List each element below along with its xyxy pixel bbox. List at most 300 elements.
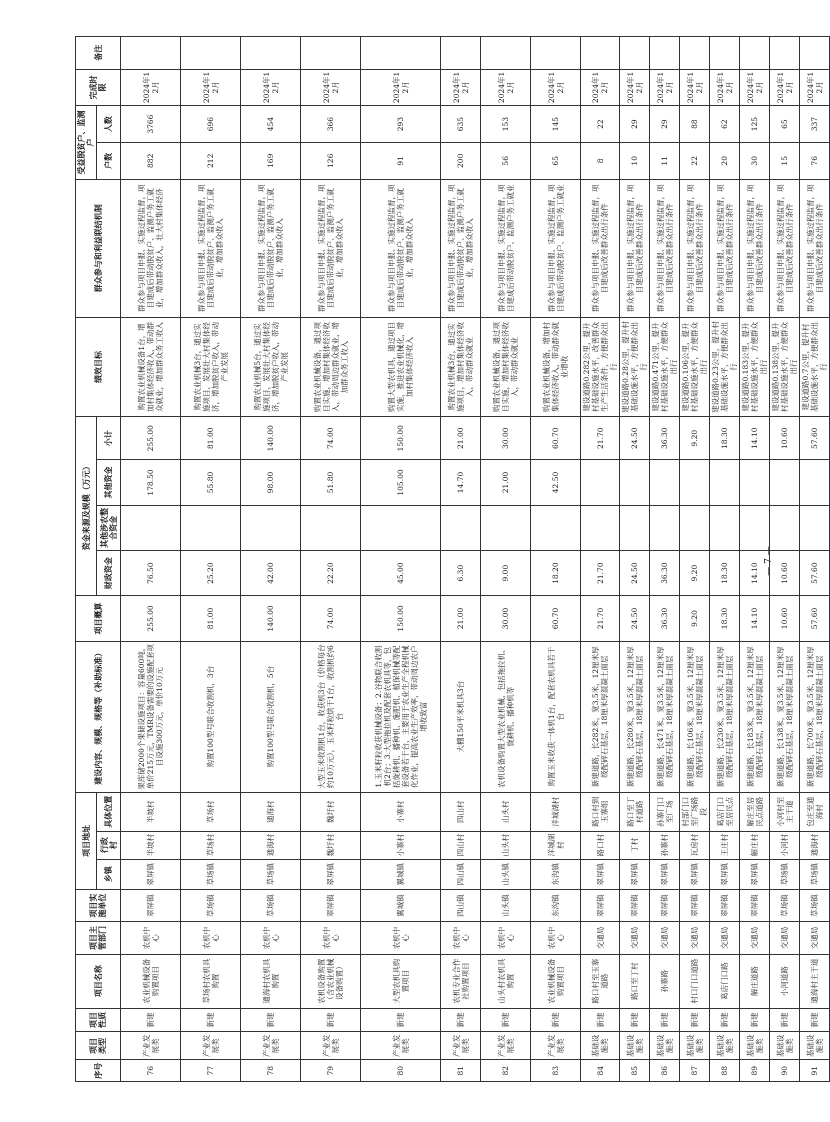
cell-goal: 建设道路0.28公里，提升村基础设施水平，方便群众出行: [620, 317, 650, 416]
cell-place: 葛店门口至居民点: [710, 792, 740, 831]
header-beneficiary: 受益脱贫户、监测户: [76, 106, 97, 179]
cell-village: 草场村: [181, 831, 241, 859]
cell-integrated: [441, 505, 481, 550]
cell-mechanism: 群众参与项目申报、实施过程监督，项目建成后改善群众出行条件: [650, 179, 680, 317]
cell-town: 翠屏镇: [680, 859, 710, 889]
cell-unit: 翠屏镇: [301, 889, 361, 921]
cell-fiscal: 9.00: [481, 550, 531, 595]
cell-fiscal: 45.00: [361, 550, 441, 595]
cell-nature: 新建: [481, 1008, 531, 1032]
cell-other: [650, 460, 680, 505]
cell-nature: 新建: [680, 1008, 710, 1032]
cell-nature: 新建: [301, 1008, 361, 1032]
cell-other: [800, 460, 830, 505]
cell-other: 98.00: [241, 460, 301, 505]
cell-goal: 建设道路0.471公里，提升村基础设施水平，方便群众出行: [650, 317, 680, 416]
cell-other: 55.80: [181, 460, 241, 505]
cell-place: 魏圩村: [301, 792, 361, 831]
cell-nature: 新建: [581, 1008, 620, 1032]
cell-mechanism: 群众参与项目申报、实施过程监督，项目建成后改善群众出行条件: [581, 179, 620, 317]
cell-integrated: [581, 505, 620, 550]
cell-mechanism: 群众参与项目申报、实施过程监督，项目建成后带动脱贫户、监测户务工就业，增加群众收入: [361, 179, 441, 317]
cell-name: 通海村主干道: [800, 954, 830, 1008]
cell-integrated: [800, 505, 830, 550]
cell-fiscal: 14.10: [740, 550, 770, 595]
cell-goal: 建设道路0.23公里，提升村基础设施水平，方便群众出行: [710, 317, 740, 416]
cell-place: 山头村: [481, 792, 531, 831]
cell-subtotal: 150.00: [361, 417, 441, 460]
cell-name: 农业机械设备购置项目: [531, 954, 581, 1008]
cell-place: 包庄至通海村: [800, 792, 830, 831]
cell-remark: [800, 37, 830, 70]
cell-name: 农业机械设备购置项目: [121, 954, 181, 1008]
cell-nature: 新建: [710, 1008, 740, 1032]
cell-fiscal: 6.30: [441, 550, 481, 595]
cell-households: 169: [241, 142, 301, 179]
header-seq: 序号: [76, 1060, 121, 1082]
cell-content: 购置玉米收获一体机1台，配套农机具若干台: [531, 641, 581, 792]
cell-dept: 农机中心: [241, 922, 301, 954]
cell-goal: 购置农业机械设备，通过项目实施，增加村集体经济收入，带动周边群众就业，增加群众务工收入: [301, 317, 361, 416]
cell-remark: [181, 37, 241, 70]
cell-remark: [770, 37, 800, 70]
cell-name: 路口至丁村: [620, 954, 650, 1008]
cell-category: 基础设施类: [620, 1032, 650, 1060]
cell-place: 路口村到玉寨组: [581, 792, 620, 831]
cell-nature: 新建: [740, 1008, 770, 1032]
cell-village: 通海村: [241, 831, 301, 859]
header-content: 建设内容、规模、规格等（补助标准）: [76, 641, 121, 792]
cell-village: 魏圩村: [301, 831, 361, 859]
cell-unit: 翠屏镇: [581, 889, 620, 921]
cell-mechanism: 群众参与项目申报、实施过程监督，项目建成后改善群众出行条件: [800, 179, 830, 317]
cell-village: 四山村: [441, 831, 481, 859]
cell-unit: 翠屏镇: [710, 889, 740, 921]
cell-nature: 新建: [181, 1008, 241, 1032]
cell-mechanism: 群众参与项目申报、实施过程监督，项目建成后带动脱贫户、监测户务工就业，增加群众收入: [301, 179, 361, 317]
cell-integrated: [770, 505, 800, 550]
cell-content: 新建道路，长230米，宽3.5米，12厘米厚级配碎石基层，18厘米厚混凝土面层: [710, 641, 740, 792]
cell-integrated: [241, 505, 301, 550]
cell-integrated: [181, 505, 241, 550]
cell-fiscal: 76.50: [121, 550, 181, 595]
cell-place: 洋城湖村: [531, 792, 581, 831]
header-category: 项目类型: [76, 1032, 121, 1060]
cell-village: 半坡村: [121, 831, 181, 859]
cell-category: 产业发展类: [121, 1032, 181, 1060]
cell-remark: [710, 37, 740, 70]
cell-unit: 翠屏镇: [740, 889, 770, 921]
cell-content: 1.玉米籽粒收获机械设备；2.谷物联合收割机2台；3.大型拖拉机及配套农机具等，包括旋耕机、播种机、施肥机、植保机械等配套设备若干台，主要用于农业生产全程机械化作业，提高农业生产效率，带动周边农户增收致富: [361, 641, 441, 792]
cell-place: 小河村至主干道: [770, 792, 800, 831]
cell-other: [770, 460, 800, 505]
cell-name: 农机专业合作社购置项目: [441, 954, 481, 1008]
cell-budget: 74.00: [301, 596, 361, 641]
cell-households: 126: [301, 142, 361, 179]
cell-remark: [531, 37, 581, 70]
cell-nature: 新建: [531, 1008, 581, 1032]
cell-integrated: [680, 505, 710, 550]
cell-place: 解庄至居民点道路: [740, 792, 770, 831]
cell-dept: 农机中心: [301, 922, 361, 954]
cell-village: 孙寨村: [650, 831, 680, 859]
cell-nature: 新建: [241, 1008, 301, 1032]
cell-place: 四山村: [441, 792, 481, 831]
cell-nature: 新建: [121, 1008, 181, 1032]
header-deadline: 完成时限: [76, 69, 121, 106]
table-row: [481, 37, 531, 1082]
cell-mechanism: 群众参与项目申报、实施过程监督，项目建成后改善群众出行条件: [710, 179, 740, 317]
table-row: [241, 37, 301, 1082]
cell-budget: 21.70: [581, 596, 620, 641]
cell-budget: 57.60: [800, 596, 830, 641]
cell-category: 基础设施类: [770, 1032, 800, 1060]
cell-dept: 农机中心: [361, 922, 441, 954]
cell-dept: 农机中心: [181, 922, 241, 954]
cell-name: 草场村农机具购置: [181, 954, 241, 1008]
cell-deadline: 2024年12月: [441, 69, 481, 106]
cell-deadline: 2024年12月: [581, 69, 620, 106]
cell-integrated: [121, 505, 181, 550]
cell-category: 基础设施类: [680, 1032, 710, 1060]
cell-seq: 85: [620, 1060, 650, 1082]
cell-fiscal: 36.30: [650, 550, 680, 595]
cell-unit: 草场镇: [241, 889, 301, 921]
cell-place: 孙寨门口至广场: [650, 792, 680, 831]
cell-fiscal: 18.20: [531, 550, 581, 595]
cell-people: 125: [740, 106, 770, 143]
cell-town: 翠屏镇: [121, 859, 181, 889]
cell-remark: [481, 37, 531, 70]
cell-other: 42.50: [531, 460, 581, 505]
table-row: [650, 37, 680, 1082]
cell-dept: 农机中心: [121, 922, 181, 954]
cell-households: 8: [581, 142, 620, 179]
cell-mechanism: 群众参与项目申报、实施过程监督，项目建成后改善群众出行条件: [620, 179, 650, 317]
cell-content: 新建道路，长138米，宽3.5米，12厘米厚级配碎石基层，18厘米厚混凝土面层: [770, 641, 800, 792]
cell-seq: 80: [361, 1060, 441, 1082]
cell-other: 14.70: [441, 460, 481, 505]
cell-fiscal: 9.20: [680, 550, 710, 595]
cell-dept: 交通局: [770, 922, 800, 954]
cell-mechanism: 群众参与项目申报、实施过程监督，项目建成后改善群众出行条件: [740, 179, 770, 317]
header-households: 户数: [97, 142, 121, 179]
cell-content: 大型玉米收割机1台，收获机3台（价格每台约10万元），玉米籽粒烘干1台，收割机约6台: [301, 641, 361, 792]
cell-unit: 翼城镇: [361, 889, 441, 921]
cell-goal: 购置农业机械设备，通过项目实施，增加村集体经济收入，带动群众就业: [481, 317, 531, 416]
cell-name: 农机设备购置（含农业机械设备购置）: [301, 954, 361, 1008]
cell-goal: 购置大型农机具，通过项目实施，推进农业机械化，增加村集体经济收入: [361, 317, 441, 416]
header-location: 项目地址: [76, 792, 97, 889]
cell-unit: 东沟镇: [531, 889, 581, 921]
cell-name: 小河道路: [770, 954, 800, 1008]
cell-unit: 草场镇: [181, 889, 241, 921]
cell-other: [581, 460, 620, 505]
cell-households: 20: [710, 142, 740, 179]
table-row: [181, 37, 241, 1082]
cell-dept: 交通局: [650, 922, 680, 954]
header-budget: 项目概算: [76, 596, 121, 641]
cell-households: 22: [680, 142, 710, 179]
cell-town: 草场镇: [181, 859, 241, 889]
cell-nature: 新建: [361, 1008, 441, 1032]
cell-content: 农机设备购置大型农业机械，包括拖拉机、旋耕机、播种机等: [481, 641, 531, 792]
cell-budget: 30.00: [481, 596, 531, 641]
cell-content: 新建道路，长700米，宽3.5米，12厘米厚级配碎石基层，18厘米厚混凝土面层: [800, 641, 830, 792]
cell-category: 产业发展类: [181, 1032, 241, 1060]
cell-name: 村口门口道路: [680, 954, 710, 1008]
cell-deadline: 2024年12月: [710, 69, 740, 106]
table-row: [620, 37, 650, 1082]
cell-place: 村部门口至广场路段: [680, 792, 710, 831]
cell-remark: [301, 37, 361, 70]
cell-village: 瓦房村: [680, 831, 710, 859]
cell-content: 新建道路，长280米，宽3.5米，12厘米厚级配碎石基层，18厘米厚混凝土面层: [620, 641, 650, 792]
cell-subtotal: 36.30: [650, 417, 680, 460]
cell-households: 56: [481, 142, 531, 179]
cell-deadline: 2024年12月: [301, 69, 361, 106]
cell-seq: 89: [740, 1060, 770, 1082]
table-row: [531, 37, 581, 1082]
cell-subtotal: 57.60: [800, 417, 830, 460]
cell-place: 草场村: [181, 792, 241, 831]
table-row: [441, 37, 481, 1082]
header-place: 具体位置: [97, 792, 121, 831]
cell-nature: 新建: [620, 1008, 650, 1032]
cell-fiscal: 21.70: [581, 550, 620, 595]
cell-households: 10: [620, 142, 650, 179]
header-dept: 项目主管部门: [76, 922, 121, 954]
cell-category: 产业发展类: [241, 1032, 301, 1060]
header-unit: 项目实施单位: [76, 889, 121, 921]
cell-seq: 83: [531, 1060, 581, 1082]
cell-category: 产业发展类: [361, 1032, 441, 1060]
cell-people: 65: [770, 106, 800, 143]
cell-place: 路口至丁村道路: [620, 792, 650, 831]
cell-goal: 建设道路0.183公里，提升村基础设施水平，方便群众出行: [740, 317, 770, 416]
cell-category: 产业发展类: [441, 1032, 481, 1060]
project-table: [75, 36, 830, 1082]
cell-town: 草场镇: [241, 859, 301, 889]
cell-dept: 交通局: [800, 922, 830, 954]
cell-content: 大棚150平米机具3台: [441, 641, 481, 792]
cell-town: 翠屏镇: [301, 859, 361, 889]
cell-category: 基础设施类: [581, 1032, 620, 1060]
cell-dept: 交通局: [680, 922, 710, 954]
cell-subtotal: 9.20: [680, 417, 710, 460]
table-row: [121, 37, 181, 1082]
cell-budget: 21.00: [441, 596, 481, 641]
cell-content: 新建道路，长183米，宽3.5米，12厘米厚级配碎石基层，18厘米厚混凝土面层: [740, 641, 770, 792]
header-goal: 绩效目标: [76, 317, 121, 416]
cell-budget: 24.50: [620, 596, 650, 641]
cell-integrated: [650, 505, 680, 550]
cell-village: 通海村: [800, 831, 830, 859]
cell-remark: [620, 37, 650, 70]
cell-content: 新建道路，长471米，宽3.5米，12厘米厚级配碎石基层，18厘米厚混凝土面层: [650, 641, 680, 792]
cell-households: 91: [361, 142, 441, 179]
table-row: [301, 37, 361, 1082]
cell-town: 翠屏镇: [740, 859, 770, 889]
cell-content: 购置100型号联合收割机，5台: [241, 641, 301, 792]
header-integrated: 其他涉农整合资金: [97, 505, 121, 550]
cell-village: 解庄村: [740, 831, 770, 859]
cell-mechanism: 群众参与项目申报、实施过程监督，项目建成后改善群众出行条件: [680, 179, 710, 317]
cell-goal: 建设道路0.138公里，提升村基础设施水平，方便群众出行: [770, 317, 800, 416]
cell-remark: [680, 37, 710, 70]
cell-other: 178.50: [121, 460, 181, 505]
cell-mechanism: 群众参与项目申报、实施过程监督，项目建成后带动脱贫户、监测户务工就业: [531, 179, 581, 317]
cell-people: 145: [531, 106, 581, 143]
cell-seq: 77: [181, 1060, 241, 1082]
cell-category: 基础设施类: [740, 1032, 770, 1060]
header-nature: 项目性质: [76, 1008, 121, 1032]
cell-category: 产业发展类: [481, 1032, 531, 1060]
cell-integrated: [710, 505, 740, 550]
cell-category: 基础设施类: [800, 1032, 830, 1060]
cell-deadline: 2024年12月: [241, 69, 301, 106]
cell-budget: 150.00: [361, 596, 441, 641]
cell-mechanism: 群众参与项目申报、实施过程监督，项目建成后带动脱贫户、监测户务工就业，增加群众收入，壮大村集体经济: [121, 179, 181, 317]
cell-remark: [361, 37, 441, 70]
cell-other: [680, 460, 710, 505]
cell-name: 山头村农机具购置: [481, 954, 531, 1008]
cell-town: 翠屏镇: [710, 859, 740, 889]
cell-goal: 购置农业机械3台，通过实施项目，发展壮大村集体经济，增加脱贫户收入，带动产业发展: [181, 317, 241, 416]
table-row: [770, 37, 800, 1082]
cell-subtotal: 74.00: [301, 417, 361, 460]
cell-budget: 10.60: [770, 596, 800, 641]
cell-mechanism: 群众参与项目申报、实施过程监督，项目建成后带动脱贫户、监测户务工就业，增加群众收入: [181, 179, 241, 317]
cell-other: 105.00: [361, 460, 441, 505]
cell-other: 51.80: [301, 460, 361, 505]
cell-town: 翠屏镇: [650, 859, 680, 889]
cell-unit: 翠屏镇: [121, 889, 181, 921]
cell-dept: 农机中心: [441, 922, 481, 954]
cell-subtotal: 255.00: [121, 417, 181, 460]
cell-category: 基础设施类: [650, 1032, 680, 1060]
cell-nature: 新建: [441, 1008, 481, 1032]
table-row: [581, 37, 620, 1082]
cell-nature: 新建: [770, 1008, 800, 1032]
cell-households: 15: [770, 142, 800, 179]
table-row: [710, 37, 740, 1082]
cell-fiscal: 10.60: [770, 550, 800, 595]
page-number: — 7 —: [764, 546, 774, 576]
table-row: [680, 37, 710, 1082]
cell-place: 半坡村: [121, 792, 181, 831]
cell-seq: 86: [650, 1060, 680, 1082]
cell-subtotal: 60.70: [531, 417, 581, 460]
cell-mechanism: 群众参与项目申报、实施过程监督，项目建成后带动脱贫户、监测户务工就业，增加群众收入: [241, 179, 301, 317]
cell-remark: [581, 37, 620, 70]
header-fiscal: 财政资金: [97, 550, 121, 595]
cell-unit: 山头镇: [481, 889, 531, 921]
cell-unit: 翠屏镇: [650, 889, 680, 921]
cell-other: [620, 460, 650, 505]
cell-deadline: 2024年12月: [650, 69, 680, 106]
cell-goal: 建设道路0.7公里，提升村基础设施水平，方便群众出行: [800, 317, 830, 416]
cell-goal: 购置农业机械5台，通过实施项目，发展壮大村集体经济，增加脱贫户收入，带动产业发展: [241, 317, 301, 416]
cell-content: 购置100型号联合收割机，3台: [181, 641, 241, 792]
cell-town: 草场镇: [800, 859, 830, 889]
cell-unit: 翠屏镇: [620, 889, 650, 921]
cell-budget: 140.00: [241, 596, 301, 641]
cell-town: 翼城镇: [361, 859, 441, 889]
cell-integrated: [481, 505, 531, 550]
cell-dept: 交通局: [710, 922, 740, 954]
cell-people: 29: [620, 106, 650, 143]
cell-other: 21.00: [481, 460, 531, 505]
cell-subtotal: 14.10: [740, 417, 770, 460]
cell-fiscal: 24.50: [620, 550, 650, 595]
cell-subtotal: 10.60: [770, 417, 800, 460]
cell-nature: 新建: [800, 1008, 830, 1032]
cell-deadline: 2024年12月: [800, 69, 830, 106]
cell-category: 产业发展类: [531, 1032, 581, 1060]
cell-integrated: [361, 505, 441, 550]
table-row: [800, 37, 830, 1082]
cell-budget: 14.10: [740, 596, 770, 641]
table-row: [361, 37, 441, 1082]
cell-deadline: 2024年12月: [770, 69, 800, 106]
cell-people: 696: [181, 106, 241, 143]
header-village: 行政村: [97, 831, 121, 859]
cell-seq: 90: [770, 1060, 800, 1082]
cell-content: 果库储2000个果储设施项目：容量600吨，单价215万元，TMR设备需要的设施配套项目设施300万元，单价10万元: [121, 641, 181, 792]
cell-nature: 新建: [650, 1008, 680, 1032]
cell-name: 葛店门口路: [710, 954, 740, 1008]
cell-village: 山头村: [481, 831, 531, 859]
cell-people: 3766: [121, 106, 181, 143]
cell-people: 88: [680, 106, 710, 143]
table-body: [121, 37, 830, 1082]
header-people: 人数: [97, 106, 121, 143]
cell-subtotal: 30.00: [481, 417, 531, 460]
cell-name: 大型农机具购置项目: [361, 954, 441, 1008]
cell-deadline: 2024年12月: [620, 69, 650, 106]
cell-seq: 82: [481, 1060, 531, 1082]
cell-subtotal: 18.30: [710, 417, 740, 460]
cell-town: 翠屏镇: [620, 859, 650, 889]
cell-village: 路口村: [581, 831, 620, 859]
cell-goal: 建设道路0.106公里，提升村基础设施水平，方便群众出行: [680, 317, 710, 416]
cell-integrated: [531, 505, 581, 550]
cell-households: 11: [650, 142, 680, 179]
cell-mechanism: 群众参与项目申报、实施过程监督，项目建成后改善群众出行条件: [770, 179, 800, 317]
cell-town: 山头镇: [481, 859, 531, 889]
cell-town: 东沟镇: [531, 859, 581, 889]
cell-deadline: 2024年12月: [740, 69, 770, 106]
cell-people: 29: [650, 106, 680, 143]
cell-mechanism: 群众参与项目申报、实施过程监督，项目建成后带动脱贫户、监测户务工就业: [481, 179, 531, 317]
cell-category: 基础设施类: [710, 1032, 740, 1060]
header-name: 项目名称: [76, 954, 121, 1008]
header-town: 乡镇: [97, 859, 121, 889]
cell-village: 王庄村: [710, 831, 740, 859]
cell-village: 小寨村: [361, 831, 441, 859]
cell-dept: 交通局: [581, 922, 620, 954]
cell-category: 产业发展类: [301, 1032, 361, 1060]
cell-seq: 87: [680, 1060, 710, 1082]
cell-dept: 交通局: [620, 922, 650, 954]
cell-households: 76: [800, 142, 830, 179]
cell-seq: 78: [241, 1060, 301, 1082]
cell-unit: 翠屏镇: [680, 889, 710, 921]
cell-remark: [121, 37, 181, 70]
cell-subtotal: 81.00: [181, 417, 241, 460]
cell-fiscal: 25.20: [181, 550, 241, 595]
